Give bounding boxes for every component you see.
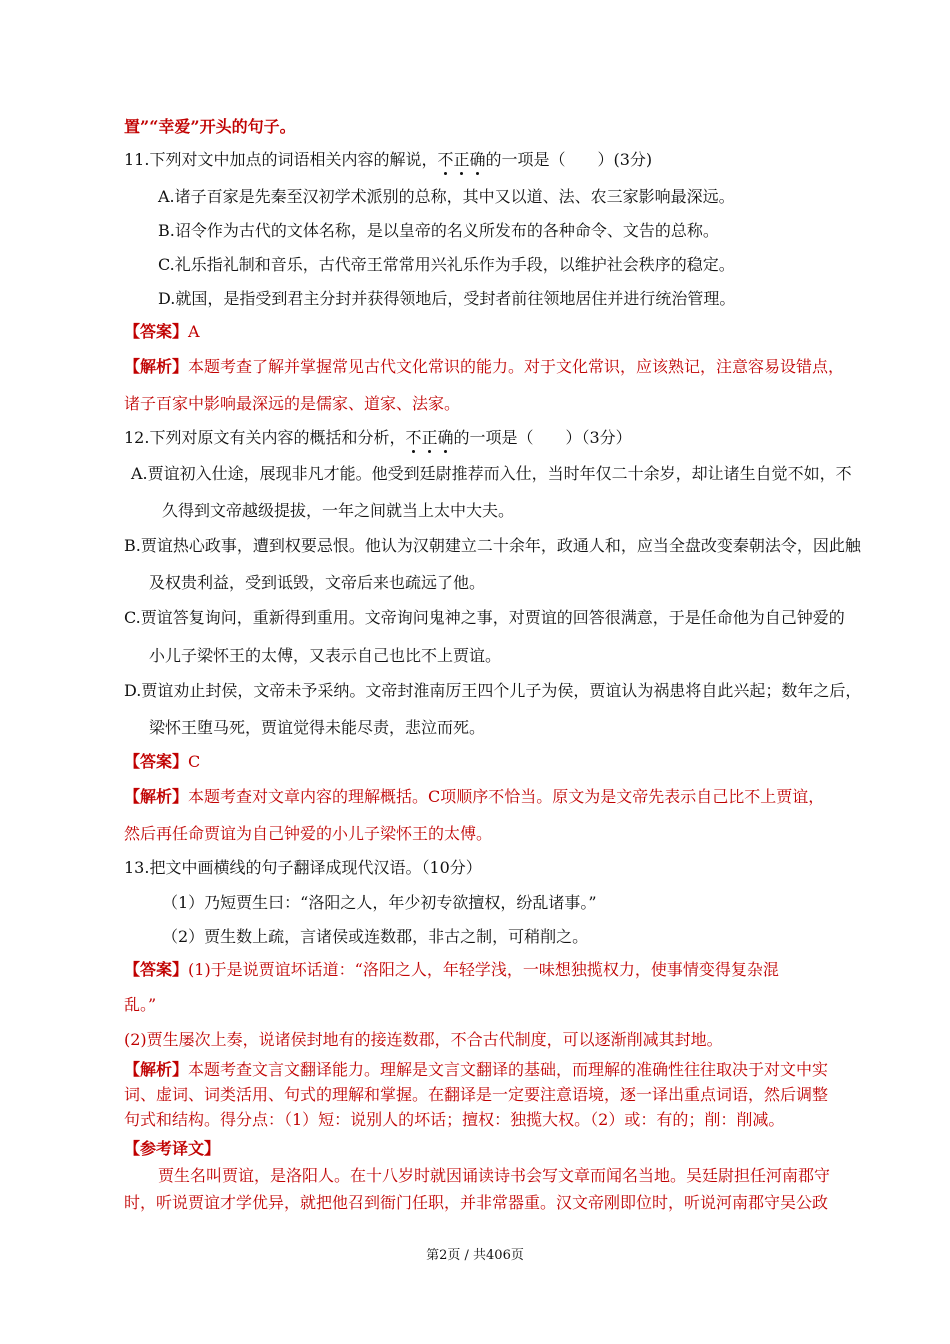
reference-translation-line2: 时，听说贾谊才学优异，就把他召到衙门任职，并非常器重。汉文帝刚即位时，听说河南郡守吴公政 bbox=[124, 1193, 829, 1212]
question-13: 13.把文中画横线的句子翻译成现代汉语。（10分） bbox=[124, 858, 482, 877]
reference-translation-line1: 贾生名叫贾谊，是洛阳人。在十八岁时就因诵读诗书会写文章而闻名当地。吴廷尉担任河南郡守 bbox=[158, 1166, 831, 1185]
option-12c-line1: C.贾谊答复询问，重新得到重用。文帝询问鬼神之事，对贾谊的回答很满意，于是任命他为自己钟爱的 bbox=[124, 608, 845, 627]
page-footer: 第2页 / 共406页 bbox=[426, 1248, 524, 1263]
question-12 bbox=[124, 428, 632, 448]
question-13-item2: （2）贾生数上疏，言诸侯或连数郡，非古之制，可稍削之。 bbox=[162, 927, 589, 946]
analysis-13-line2: 词、虚词、词类活用、句式的理解和掌握。在翻译是一定要注意语境，逐一译出重点词语，然后调整 bbox=[124, 1085, 829, 1104]
answer-value: C bbox=[188, 752, 201, 771]
analysis-text: 本题考查文言文翻译能力。理解是文言文翻译的基础，而理解的准确性往往取决于对文中实 bbox=[188, 1060, 829, 1079]
option-11b: B.诏令作为古代的文体名称，是以皇帝的名义所发布的各种命令、文告的总称。 bbox=[158, 221, 719, 240]
analysis-12-line2: 然后再任命贾谊为自己钟爱的小儿子梁怀王的太傅。 bbox=[124, 824, 493, 843]
analysis-11-line1 bbox=[124, 357, 844, 377]
answer-value: A bbox=[188, 322, 200, 341]
option-12b-line2: 及权贵利益，受到诋毁，文帝后来也疏远了他。 bbox=[149, 573, 486, 592]
question-11-prefix: 11.下列对文中加点的词语相关内容的解说， bbox=[124, 150, 438, 169]
continuation-line: 置”“幸爱”开头的句子。 bbox=[124, 117, 296, 136]
dotted-char: 正 bbox=[421, 428, 438, 447]
dotted-char: 不 bbox=[437, 150, 454, 169]
answer-13-line3: (2)贾生屡次上奏，说诸侯封地有的接连数郡，不合古代制度，可以逐渐削减其封地。 bbox=[124, 1030, 723, 1049]
answer-label: 【答案】 bbox=[124, 752, 189, 771]
option-12a-line1: A.贾谊初入仕途，展现非凡才能。他受到廷尉推荐而入仕，当时年仅二十余岁，却让诸生自觉不如，不 bbox=[131, 464, 852, 483]
option-12c-line2: 小儿子梁怀王的太傅，又表示自己也比不上贾谊。 bbox=[149, 646, 502, 665]
analysis-12-line1 bbox=[124, 787, 824, 807]
question-12-suffix: 的一项是（ ）（3分） bbox=[453, 428, 632, 447]
analysis-label: 【解析】 bbox=[124, 357, 189, 376]
option-12a-line2: 久得到文帝越级提拔，一年之间就当上太中大夫。 bbox=[162, 501, 515, 520]
option-11a: A.诸子百家是先秦至汉初学术派别的总称，其中又以道、法、农三家影响最深远。 bbox=[158, 187, 735, 206]
analysis-label: 【解析】 bbox=[124, 787, 189, 806]
analysis-13-line3: 句式和结构。得分点：（1）短：说别人的坏话；擅权：独揽大权。（2）或：有的；削：削减。 bbox=[124, 1110, 785, 1129]
dotted-char: 不 bbox=[405, 428, 422, 447]
answer-11 bbox=[124, 322, 200, 342]
answer-13-line2: 乱。” bbox=[124, 995, 157, 1014]
option-12d-line2: 梁怀王堕马死，贾谊觉得未能尽责，悲泣而死。 bbox=[149, 718, 486, 737]
answer-label: 【答案】 bbox=[124, 960, 189, 979]
question-11 bbox=[124, 150, 652, 170]
analysis-text: 本题考查对文章内容的理解概括。C项顺序不恰当。原文为是文帝先表示自己比不上贾谊， bbox=[188, 787, 825, 806]
question-13-item1: （1）乃短贾生曰：“洛阳之人，年少初专欲擅权，纷乱诸事。” bbox=[162, 893, 597, 912]
option-12b-line1: B.贾谊热心政事，遭到权要忌恨。他认为汉朝建立二十余年，政通人和，应当全盘改变秦朝法令，因此触 bbox=[124, 536, 861, 555]
analysis-text: 本题考查了解并掌握常见古代文化常识的能力。对于文化常识，应该熟记，注意容易设错点， bbox=[188, 357, 845, 376]
option-11c: C.礼乐指礼制和音乐，古代帝王常常用兴礼乐作为手段，以维护社会秩序的稳定。 bbox=[158, 255, 735, 274]
answer-12 bbox=[124, 752, 200, 772]
dotted-char: 确 bbox=[437, 428, 454, 447]
reference-translation-label: 【参考译文】 bbox=[124, 1139, 221, 1158]
answer-label: 【答案】 bbox=[124, 322, 189, 341]
analysis-11-line2: 诸子百家中影响最深远的是儒家、道家、法家。 bbox=[124, 394, 461, 413]
question-12-prefix: 12.下列对原文有关内容的概括和分析， bbox=[124, 428, 406, 447]
dotted-char: 确 bbox=[469, 150, 486, 169]
option-11d: D.就国，是指受到君主分封并获得领地后，受封者前往领地居住并进行统治管理。 bbox=[158, 289, 736, 308]
analysis-label: 【解析】 bbox=[124, 1060, 189, 1079]
question-11-suffix: 的一项是（ ）(3分) bbox=[485, 150, 653, 169]
analysis-13-line1 bbox=[124, 1060, 828, 1080]
answer-text: (1)于是说贾谊坏话道：“洛阳之人，年轻学浅，一味想独揽权力，使事情变得复杂混 bbox=[188, 960, 779, 979]
answer-13-line1 bbox=[124, 960, 779, 980]
option-12d-line1: D.贾谊劝止封侯，文帝未予采纳。文帝封淮南厉王四个儿子为侯，贾谊认为祸患将自此兴起；数年之后， bbox=[124, 681, 862, 700]
dotted-char: 正 bbox=[453, 150, 470, 169]
